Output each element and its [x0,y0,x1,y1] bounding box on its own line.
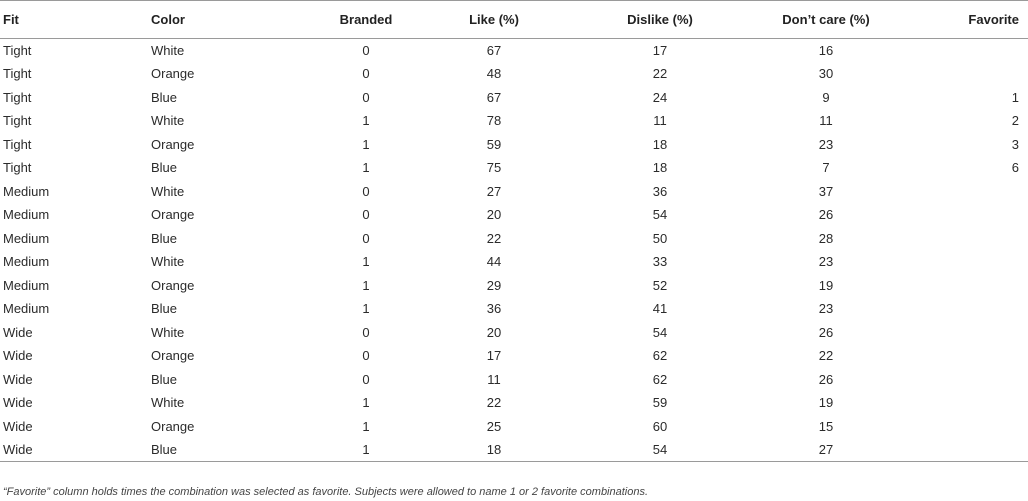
cell-dont-care: 30 [818,66,834,82]
cell-fit: Medium [3,277,50,293]
table-row [0,321,1028,345]
cell-color: White [151,254,185,270]
cell-dislike: 33 [652,254,668,270]
cell-branded: 0 [362,43,370,58]
cell-branded: 1 [362,113,370,129]
cell-like: 22 [486,230,502,246]
cell-branded: 0 [362,89,370,105]
cell-favorite [909,62,1028,86]
cell-like: 67 [486,43,502,58]
cell-favorite [909,368,1028,392]
cell-color: White [151,183,185,199]
header-dont-care: Don’t care (%) [743,1,909,39]
cell-dont-care: 7 [822,160,830,176]
table-row [0,250,1028,274]
cell-fit: Tight [3,136,32,152]
table-footnote: “Favorite” column holds times the combination was selected as favorite. Subjects were allowed to name 1 or 2 favorite combinations. [3,486,649,498]
cell-dont-care: 23 [818,301,834,317]
cell-dislike: 54 [577,438,743,462]
cell-dont-care: 27 [743,438,909,462]
cell-fit: Medium [3,183,50,199]
header-branded: Branded [321,1,411,39]
cell-favorite [909,274,1028,298]
table-row [0,438,1028,462]
cell-dont-care: 26 [818,324,834,340]
cell-favorite: 3 [1011,136,1019,152]
cell-dont-care: 22 [818,348,834,364]
header-color: Color [151,1,321,39]
cell-color: Orange [151,348,195,364]
cell-color: Orange [151,207,195,223]
cell-like: 48 [486,66,502,82]
cell-dislike: 54 [652,207,668,223]
cell-dislike: 18 [652,160,668,176]
cell-like: 29 [486,277,502,293]
cell-like: 27 [486,183,502,199]
cell-color: White [151,395,185,411]
cell-favorite [909,391,1028,415]
cell-color: White [151,43,185,58]
cell-dont-care: 19 [818,277,834,293]
cell-dislike: 60 [652,418,668,434]
cell-color: Orange [151,136,195,152]
cell-dont-care: 28 [818,230,834,246]
cell-dislike: 54 [652,324,668,340]
cell-branded: 1 [362,254,370,270]
cell-dislike: 11 [653,113,667,129]
cell-dislike: 41 [652,301,668,317]
cell-dont-care: 16 [818,43,834,58]
cell-dislike: 52 [652,277,668,293]
cell-branded: 0 [362,66,370,82]
cell-branded: 1 [362,395,370,411]
table-row [0,297,1028,321]
cell-favorite [909,297,1028,321]
cell-favorite [909,250,1028,274]
cell-dislike: 24 [652,89,668,105]
header-row [0,1,1028,39]
cell-favorite [909,227,1028,251]
table-row [0,180,1028,204]
cell-dislike: 50 [652,230,668,246]
cell-like: 25 [486,418,502,434]
cell-dont-care: 23 [818,136,834,152]
table-row [0,415,1028,439]
cell-like: 75 [486,160,502,176]
cell-dont-care: 23 [818,254,834,270]
cell-fit: Tight [3,43,32,58]
cell-color: Blue [151,160,178,176]
table-row [0,391,1028,415]
cell-fit: Medium [3,254,50,270]
cell-like: 18 [411,438,577,462]
cell-dont-care: 26 [818,371,834,387]
cell-like: 59 [486,136,502,152]
cell-color: Orange [151,66,195,82]
cell-fit: Medium [3,230,50,246]
cell-branded: 0 [362,230,370,246]
table-header [0,1,1028,39]
table-body [0,39,1028,462]
cell-branded: 0 [362,371,370,387]
cell-like: 44 [486,254,502,270]
cell-fit: Wide [3,418,33,434]
table-row [0,203,1028,227]
cell-dont-care: 11 [819,113,833,129]
header-favorite: Favorite [909,1,1028,39]
cell-dont-care: 9 [822,89,830,105]
cell-dislike: 22 [652,66,668,82]
cell-fit: Tight [3,160,32,176]
cell-color: Blue [151,371,178,387]
cell-branded: 1 [362,418,370,434]
cell-dislike: 62 [652,348,668,364]
table-row [0,344,1028,368]
cell-favorite [909,180,1028,204]
cell-favorite [909,415,1028,439]
cell-favorite [909,344,1028,368]
cell-branded: 1 [362,301,370,317]
cell-fit: Wide [3,371,33,387]
header-dislike: Dislike (%) [577,1,743,39]
table-row [0,86,1028,110]
cell-like: 11 [487,371,501,387]
cell-branded: 1 [362,136,370,152]
cell-fit: Tight [3,66,32,82]
cell-dislike: 18 [652,136,668,152]
cell-color: White [151,324,185,340]
cell-favorite [909,203,1028,227]
cell-fit: Wide [3,348,33,364]
cell-like: 36 [486,301,502,317]
cell-dont-care: 26 [818,207,834,223]
table-row [0,227,1028,251]
cell-branded: 0 [362,183,370,199]
cell-favorite: 1 [1011,89,1019,105]
cell-color: Blue [151,89,178,105]
table-row [0,133,1028,157]
cell-favorite: 2 [1011,113,1019,129]
cell-fit: Wide [3,395,33,411]
cell-fit: Medium [3,207,50,223]
table-row [0,62,1028,86]
cell-favorite: 6 [1011,160,1019,176]
cell-branded: 1 [362,160,370,176]
cell-like: 78 [486,113,502,129]
cell-favorite [909,39,1028,63]
cell-color: White [151,113,185,129]
cell-dislike: 62 [652,371,668,387]
cell-like: 22 [486,395,502,411]
cell-dont-care: 15 [818,418,834,434]
cell-dont-care: 19 [818,395,834,411]
cell-like: 17 [486,348,502,364]
cell-branded: 1 [321,438,411,462]
cell-branded: 0 [362,324,370,340]
cell-branded: 0 [362,348,370,364]
cell-like: 20 [486,324,502,340]
cell-dont-care: 37 [818,183,834,199]
cell-fit: Tight [3,113,32,129]
table-row [0,39,1028,63]
cell-dislike: 36 [652,183,668,199]
cell-dislike: 59 [652,395,668,411]
table-row [0,368,1028,392]
cell-fit: Medium [3,301,50,317]
cell-dislike: 17 [652,43,668,58]
cell-fit: Wide [0,438,151,462]
cell-fit: Wide [3,324,33,340]
cell-color: Blue [151,301,178,317]
cell-fit: Tight [3,89,32,105]
cell-branded: 0 [362,207,370,223]
cell-color: Blue [151,438,321,462]
table-row [0,109,1028,133]
table-row [0,274,1028,298]
cell-color: Orange [151,418,195,434]
cell-favorite [909,321,1028,345]
header-like: Like (%) [411,1,577,39]
cell-branded: 1 [362,277,370,293]
cell-color: Orange [151,277,195,293]
table-row [0,156,1028,180]
cell-like: 67 [486,89,502,105]
cell-like: 20 [486,207,502,223]
cell-favorite [909,438,1028,462]
cell-color: Blue [151,230,178,246]
header-fit: Fit [0,1,151,39]
